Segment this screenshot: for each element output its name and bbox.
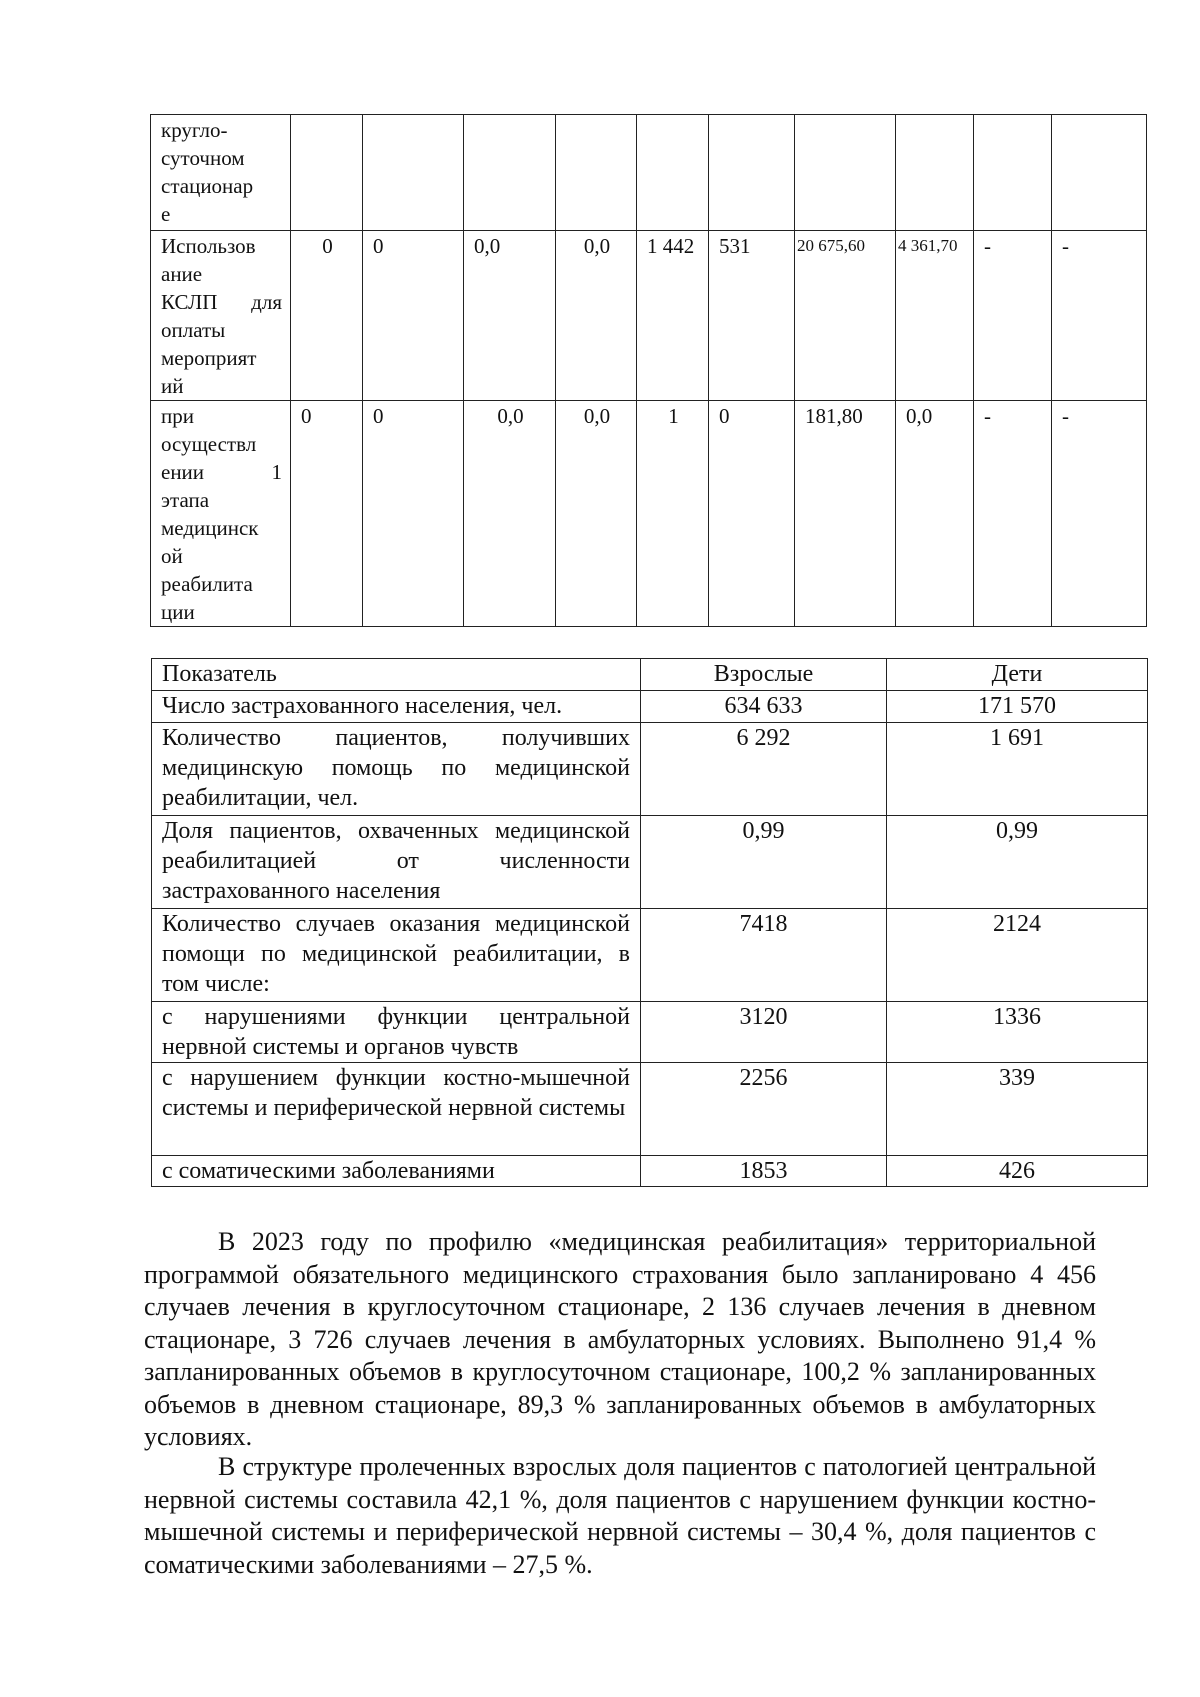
table-cell	[637, 115, 709, 231]
paragraph-adult-structure: В структуре пролеченных взрослых доля пациентов с патологией центральной нервной системы составила 42,1 %, доля пациентов с нарушением функции костно-мышечной системы и периферической нервной системы – 30,4 %, доля пациентов с соматическими заболеваниями – 27,5 %.	[144, 1452, 1096, 1579]
adults-value: 0,99	[641, 816, 887, 909]
children-value: 426	[887, 1156, 1148, 1187]
row-label: кругло- суточном стационар е	[151, 115, 291, 231]
table-cell: -	[974, 231, 1052, 401]
adults-value: 1853	[641, 1156, 887, 1187]
header-indicator: Показатель	[152, 659, 641, 691]
table-cell: 4 361,70	[896, 231, 974, 401]
adults-value: 634 633	[641, 691, 887, 723]
table-cell: -	[1052, 231, 1147, 401]
row-label: Использов ание КСЛП для оплаты мероприят ий	[151, 231, 291, 401]
row-label: с нарушениями функции центральной нервной системы и органов чувств	[152, 1002, 641, 1063]
table-cell: 181,80	[795, 401, 896, 627]
table-cell: 0	[363, 231, 464, 401]
table-row	[152, 1156, 1148, 1187]
table-row	[152, 909, 1148, 1002]
table-cell: 531	[709, 231, 795, 401]
table-cell: 20 675,60	[795, 231, 896, 401]
children-value: 339	[887, 1063, 1148, 1156]
table-header-row	[152, 659, 1148, 691]
table-row	[151, 401, 1147, 627]
table-cell	[709, 115, 795, 231]
adults-value: 7418	[641, 909, 887, 1002]
table-cell: 1 442	[637, 231, 709, 401]
adults-value: 6 292	[641, 723, 887, 816]
table-cell: 0,0	[556, 401, 637, 627]
table-cell: 1	[637, 401, 709, 627]
continued-data-table	[150, 114, 1147, 627]
children-value: 2124	[887, 909, 1148, 1002]
row-label: при осуществл ении 1 этапа медицинск ой реабилита ции	[151, 401, 291, 627]
adults-value: 3120	[641, 1002, 887, 1063]
adults-value: 2256	[641, 1063, 887, 1156]
row-label: с соматическими заболеваниями	[152, 1156, 641, 1187]
table-cell: 0,0	[556, 231, 637, 401]
table-row	[152, 1002, 1148, 1063]
row-label: Количество пациентов, получивших медицинскую помощь по медицинской реабилитации, чел.	[152, 723, 641, 816]
row-label: с нарушением функции костно-мышечной системы и периферической нервной системы	[152, 1063, 641, 1156]
table-cell: 0	[709, 401, 795, 627]
children-value: 171 570	[887, 691, 1148, 723]
table-cell: -	[974, 401, 1052, 627]
table-cell: 0,0	[464, 231, 556, 401]
children-value: 1 691	[887, 723, 1148, 816]
paragraph-planned-volumes: В 2023 году по профилю «медицинская реабилитация» территориальной программой обязательного медицинского страхования было запланировано 4 456 случаев лечения в круглосуточном стационаре, 2 136 случаев лечения в дневном стационаре, 3 726 случаев лечения в амбулаторных условиях. Выполнено 91,4 % запланированных объемов в круглосуточном стационаре, 100,2 % запланированных объемов в дневном стационаре, 89,3 % запланированных объемов в амбулаторных условиях.	[144, 1227, 1096, 1451]
table-row	[151, 115, 1147, 231]
table-cell: -	[1052, 401, 1147, 627]
table-cell	[291, 115, 363, 231]
table-row	[152, 691, 1148, 723]
table-cell: 0,0	[464, 401, 556, 627]
header-children: Дети	[887, 659, 1148, 691]
children-value: 0,99	[887, 816, 1148, 909]
table-cell	[795, 115, 896, 231]
row-label: Доля пациентов, охваченных медицинской реабилитацией от численности застрахованного населения	[152, 816, 641, 909]
row-label: Число застрахованного населения, чел.	[152, 691, 641, 723]
table-row	[151, 231, 1147, 401]
rehabilitation-indicators-table	[151, 658, 1148, 1187]
table-row	[152, 816, 1148, 909]
row-label: Количество случаев оказания медицинской помощи по медицинской реабилитации, в том числе:	[152, 909, 641, 1002]
table-cell	[1052, 115, 1147, 231]
table-cell: 0	[291, 401, 363, 627]
table-cell: 0	[363, 401, 464, 627]
table-cell	[974, 115, 1052, 231]
table-cell	[896, 115, 974, 231]
header-adults: Взрослые	[641, 659, 887, 691]
table-cell: 0	[291, 231, 363, 401]
table-cell: 0,0	[896, 401, 974, 627]
table-cell	[556, 115, 637, 231]
children-value: 1336	[887, 1002, 1148, 1063]
table-row	[152, 1063, 1148, 1156]
table-cell	[464, 115, 556, 231]
table-row	[152, 723, 1148, 816]
table-cell	[363, 115, 464, 231]
